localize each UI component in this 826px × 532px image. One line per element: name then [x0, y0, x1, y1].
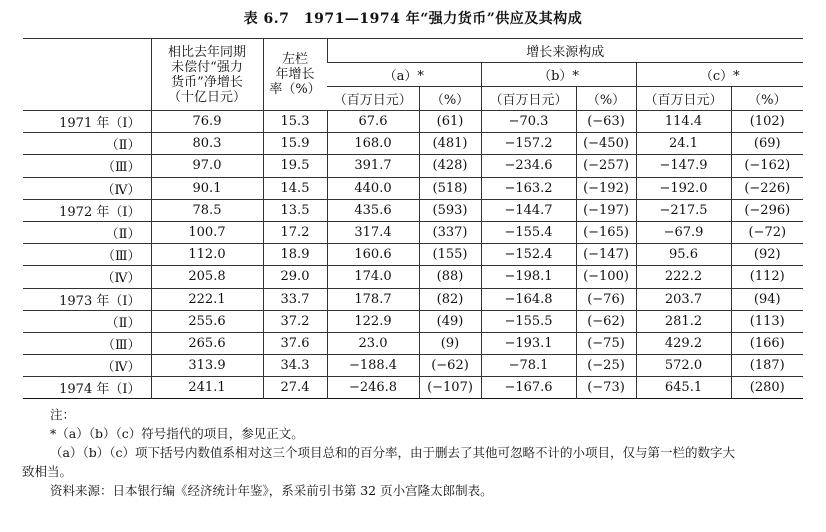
a-pct-cell: (−62): [419, 355, 481, 377]
notes: [22, 405, 810, 500]
c-pct-cell: (−162): [731, 155, 803, 177]
table-title: 表 6.7 1971—1974 年“强力货币”供应及其构成: [243, 11, 583, 27]
table-row: [23, 332, 803, 354]
b-value-cell: −163.2: [481, 177, 576, 199]
header-sub-c: （c）*: [636, 63, 803, 87]
b-pct-cell: (−165): [576, 221, 636, 243]
b-pct-cell: (−100): [576, 266, 636, 288]
c-pct-cell: (112): [731, 266, 803, 288]
b-pct-cell: (−450): [576, 133, 636, 155]
table-row: [23, 155, 803, 177]
period-cell: （Ⅲ）: [23, 244, 151, 266]
a-pct-cell: (49): [419, 310, 481, 332]
period-cell: （Ⅲ）: [23, 332, 151, 354]
header-sub-a: （a）*: [327, 63, 481, 87]
net-increase-cell: 265.6: [151, 332, 263, 354]
b-pct-cell: (−192): [576, 177, 636, 199]
note-2: （a）（b）（c）项下括号内数值系相对这三个项目总和的百分率，由于删去了其他可忽略不计的小项目，仅与第一栏的数字大: [50, 445, 735, 460]
note-2-cont: 致相当。: [22, 464, 73, 479]
c-value-cell: 203.7: [636, 288, 731, 310]
b-pct-cell: (−25): [576, 355, 636, 377]
header-net-increase: 相比去年同期 未偿付“强力 货币”净增长 （十亿日元）: [151, 39, 263, 111]
growth-rate-cell: 19.5: [263, 155, 327, 177]
note-1: *（a）（b）（c）符号指代的项目，参见正文。: [50, 426, 304, 441]
header-source-group: 增长来源构成: [327, 39, 803, 63]
a-pct-cell: (518): [419, 177, 481, 199]
table-row: [23, 221, 803, 243]
table-row: [23, 199, 803, 221]
table-row: [23, 355, 803, 377]
period-cell: （Ⅱ）: [23, 221, 151, 243]
b-value-cell: −70.3: [481, 111, 576, 133]
b-value-cell: −144.7: [481, 199, 576, 221]
b-pct-cell: (−75): [576, 332, 636, 354]
c-pct-cell: (187): [731, 355, 803, 377]
source-note: 资料来源：日本银行编《经济统计年鉴》，系采前引书第 32 页小宫隆太郎制表。: [50, 483, 493, 498]
a-pct-cell: (9): [419, 332, 481, 354]
c-pct-cell: (166): [731, 332, 803, 354]
net-increase-cell: 241.1: [151, 377, 263, 399]
growth-rate-cell: 14.5: [263, 177, 327, 199]
c-value-cell: 429.2: [636, 332, 731, 354]
growth-rate-cell: 13.5: [263, 199, 327, 221]
a-value-cell: 391.7: [327, 155, 419, 177]
net-increase-cell: 222.1: [151, 288, 263, 310]
a-value-cell: 440.0: [327, 177, 419, 199]
c-value-cell: 222.2: [636, 266, 731, 288]
growth-rate-cell: 27.4: [263, 377, 327, 399]
period-cell: （Ⅲ）: [23, 155, 151, 177]
a-value-cell: 317.4: [327, 221, 419, 243]
net-increase-cell: 76.9: [151, 111, 263, 133]
a-pct-cell: (155): [419, 244, 481, 266]
a-value-cell: −188.4: [327, 355, 419, 377]
table-row: [23, 133, 803, 155]
period-cell: （Ⅳ）: [23, 355, 151, 377]
period-cell: （Ⅱ）: [23, 133, 151, 155]
c-pct-cell: (−72): [731, 221, 803, 243]
c-value-cell: 24.1: [636, 133, 731, 155]
period-cell: （Ⅳ）: [23, 177, 151, 199]
table-row: [23, 288, 803, 310]
net-increase-cell: 90.1: [151, 177, 263, 199]
b-pct-cell: (−257): [576, 155, 636, 177]
b-value-cell: −198.1: [481, 266, 576, 288]
b-pct-cell: (−73): [576, 377, 636, 399]
a-value-cell: 67.6: [327, 111, 419, 133]
a-pct-cell: (−107): [419, 377, 481, 399]
b-pct-cell: (−147): [576, 244, 636, 266]
a-pct-cell: (337): [419, 221, 481, 243]
c-pct-cell: (69): [731, 133, 803, 155]
table-row: [23, 377, 803, 399]
a-pct-cell: (428): [419, 155, 481, 177]
c-value-cell: 114.4: [636, 111, 731, 133]
a-pct-cell: (61): [419, 111, 481, 133]
c-value-cell: 281.2: [636, 310, 731, 332]
c-value-cell: −217.5: [636, 199, 731, 221]
b-value-cell: −234.6: [481, 155, 576, 177]
growth-rate-cell: 18.9: [263, 244, 327, 266]
money-supply-table: [23, 38, 803, 399]
header-c-unit: （百万日元）: [636, 87, 731, 111]
header-b-pct: （%）: [576, 87, 636, 111]
net-increase-cell: 112.0: [151, 244, 263, 266]
growth-rate-cell: 17.2: [263, 221, 327, 243]
b-value-cell: −193.1: [481, 332, 576, 354]
b-pct-cell: (−197): [576, 199, 636, 221]
c-value-cell: 95.6: [636, 244, 731, 266]
period-cell: （Ⅱ）: [23, 310, 151, 332]
period-cell: 1974 年（Ⅰ）: [23, 377, 151, 399]
b-value-cell: −157.2: [481, 133, 576, 155]
growth-rate-cell: 33.7: [263, 288, 327, 310]
a-value-cell: 160.6: [327, 244, 419, 266]
a-pct-cell: (88): [419, 266, 481, 288]
c-pct-cell: (−296): [731, 199, 803, 221]
c-pct-cell: (102): [731, 111, 803, 133]
b-value-cell: −155.5: [481, 310, 576, 332]
header-b-unit: （百万日元）: [481, 87, 576, 111]
header-a-unit: （百万日元）: [327, 87, 419, 111]
c-value-cell: 645.1: [636, 377, 731, 399]
b-value-cell: −78.1: [481, 355, 576, 377]
header-sub-b: （b）*: [481, 63, 636, 87]
header-period: [23, 39, 151, 111]
a-value-cell: 174.0: [327, 266, 419, 288]
header-c-pct: （%）: [731, 87, 803, 111]
a-pct-cell: (82): [419, 288, 481, 310]
growth-rate-cell: 29.0: [263, 266, 327, 288]
table-row: [23, 266, 803, 288]
period-cell: 1973 年（Ⅰ）: [23, 288, 151, 310]
growth-rate-cell: 37.6: [263, 332, 327, 354]
a-value-cell: 23.0: [327, 332, 419, 354]
table-row: [23, 111, 803, 133]
c-pct-cell: (94): [731, 288, 803, 310]
b-value-cell: −167.6: [481, 377, 576, 399]
b-value-cell: −152.4: [481, 244, 576, 266]
net-increase-cell: 255.6: [151, 310, 263, 332]
c-value-cell: −192.0: [636, 177, 731, 199]
b-pct-cell: (−63): [576, 111, 636, 133]
period-cell: （Ⅳ）: [23, 266, 151, 288]
net-increase-cell: 205.8: [151, 266, 263, 288]
b-pct-cell: (−62): [576, 310, 636, 332]
c-pct-cell: (280): [731, 377, 803, 399]
a-pct-cell: (481): [419, 133, 481, 155]
a-value-cell: 122.9: [327, 310, 419, 332]
c-value-cell: −147.9: [636, 155, 731, 177]
net-increase-cell: 313.9: [151, 355, 263, 377]
net-increase-cell: 80.3: [151, 133, 263, 155]
period-cell: 1971 年（Ⅰ）: [23, 111, 151, 133]
c-pct-cell: (113): [731, 310, 803, 332]
net-increase-cell: 78.5: [151, 199, 263, 221]
a-value-cell: 168.0: [327, 133, 419, 155]
c-pct-cell: (−226): [731, 177, 803, 199]
c-value-cell: 572.0: [636, 355, 731, 377]
a-value-cell: 178.7: [327, 288, 419, 310]
notes-label: 注：: [50, 407, 76, 422]
table-row: [23, 244, 803, 266]
period-cell: 1972 年（Ⅰ）: [23, 199, 151, 221]
c-pct-cell: (92): [731, 244, 803, 266]
a-value-cell: −246.8: [327, 377, 419, 399]
table-row: [23, 177, 803, 199]
growth-rate-cell: 37.2: [263, 310, 327, 332]
b-value-cell: −155.4: [481, 221, 576, 243]
header-growth-rate: 左栏 年增长 率（%）: [263, 39, 327, 111]
a-pct-cell: (593): [419, 199, 481, 221]
net-increase-cell: 100.7: [151, 221, 263, 243]
net-increase-cell: 97.0: [151, 155, 263, 177]
growth-rate-cell: 34.3: [263, 355, 327, 377]
a-value-cell: 435.6: [327, 199, 419, 221]
b-pct-cell: (−76): [576, 288, 636, 310]
growth-rate-cell: 15.3: [263, 111, 327, 133]
b-value-cell: −164.8: [481, 288, 576, 310]
growth-rate-cell: 15.9: [263, 133, 327, 155]
table-row: [23, 310, 803, 332]
c-value-cell: −67.9: [636, 221, 731, 243]
header-a-pct: （%）: [419, 87, 481, 111]
